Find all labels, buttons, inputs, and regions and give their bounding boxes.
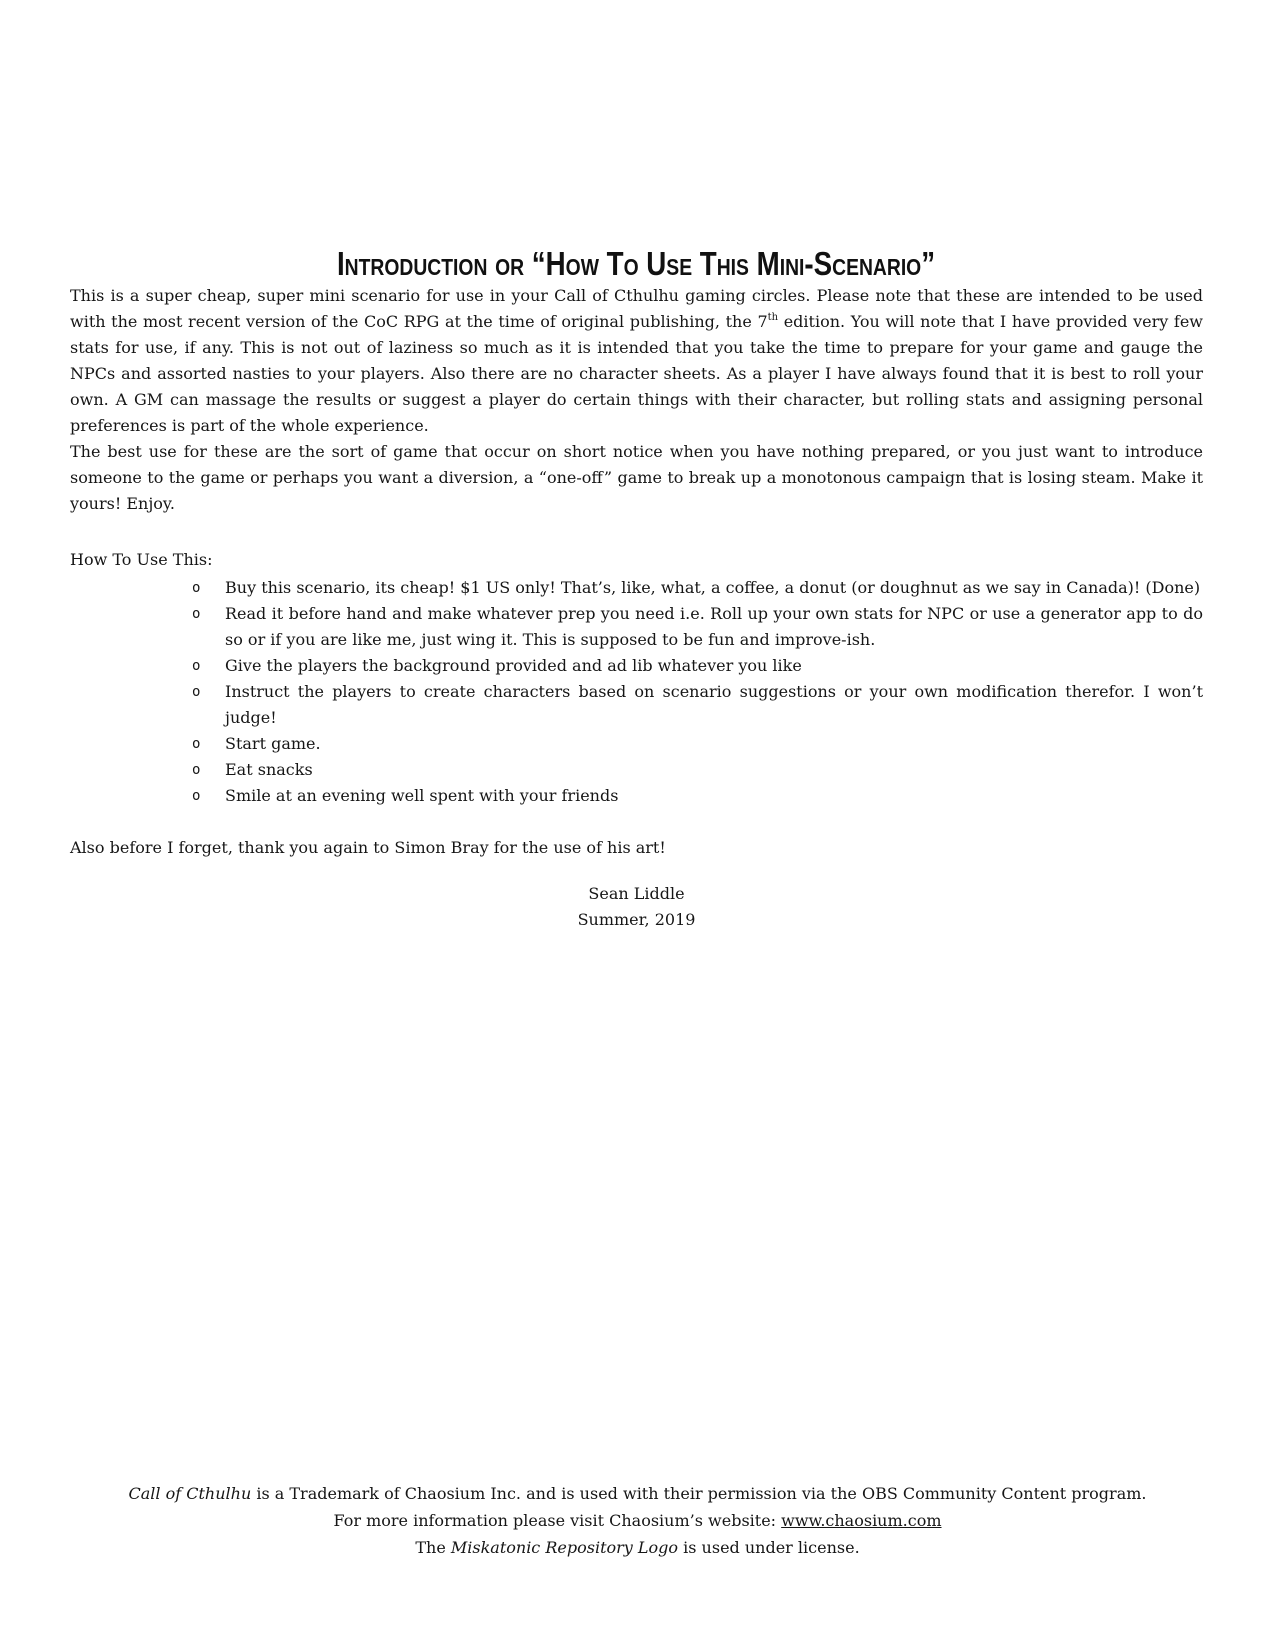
list-item-text: Smile at an evening well spent with your friends <box>225 786 619 805</box>
list-item <box>70 575 1203 601</box>
signature-name: Sean Liddle <box>588 884 685 903</box>
bullet-icon: o <box>192 606 201 622</box>
bullet-icon: o <box>192 788 201 804</box>
footer-trademark-line <box>0 1480 1275 1507</box>
how-to-heading: How To Use This: <box>70 550 213 569</box>
bullet-icon: o <box>192 580 201 596</box>
list-item-text: Eat snacks <box>225 760 313 779</box>
list-item <box>70 757 1203 783</box>
footer-license-before: The <box>415 1538 451 1557</box>
list-item-text: Give the players the background provided and ad lib whatever you like <box>225 656 802 675</box>
document-content <box>70 0 1203 933</box>
page-title-text: Introduction or “How To Use This Mini-Scenario” <box>337 245 936 282</box>
bullet-icon: o <box>192 762 201 778</box>
best-use-paragraph: The best use for these are the sort of game that occur on short notice when you have nothing prepared, or you just want to introduce someone to the game or perhaps you want a diversion, a “one-off” game to break up a monotonous campaign that is losing steam. Make it yours! Enjoy. <box>70 442 1203 513</box>
footer-license-line <box>0 1534 1275 1561</box>
bullet-icon: o <box>192 736 201 752</box>
signature-date: Summer, 2019 <box>577 910 696 929</box>
page-title <box>70 0 1203 283</box>
list-item <box>70 783 1203 809</box>
page-footer <box>0 1480 1275 1561</box>
intro-text-before: This is a super cheap, super mini scenario for use in your Call of Cthulhu gaming circles. Please note that these are intended to be used with the most recent version of the CoC RPG at the time of original publishing, the 7 <box>70 286 1203 331</box>
footer-trademark-italic: Call of Cthulhu <box>128 1484 252 1503</box>
footer-license-after: is used under license. <box>678 1538 860 1557</box>
list-item <box>70 731 1203 757</box>
bullet-icon: o <box>192 658 201 674</box>
footer-license-italic: Miskatonic Repository Logo <box>450 1538 679 1557</box>
list-item <box>70 601 1203 653</box>
list-item <box>70 679 1203 731</box>
intro-paragraph <box>70 283 1203 439</box>
closing-line: Also before I forget, thank you again to Simon Bray for the use of his art! <box>70 838 666 857</box>
list-item-text: Start game. <box>225 734 321 753</box>
chaosium-website-link[interactable]: www.chaosium.com <box>781 1511 942 1530</box>
list-item-text: Buy this scenario, its cheap! $1 US only! That’s, like, what, a coffee, a donut (or doughnut as we say in Canada)! (Done) <box>225 578 1201 597</box>
footer-website-line <box>0 1507 1275 1534</box>
list-item <box>70 653 1203 679</box>
signature-block <box>70 881 1203 933</box>
bullet-icon: o <box>192 684 201 700</box>
list-item-text: Read it before hand and make whatever prep you need i.e. Roll up your own stats for NPC or use a generator app to do so or if you are like me, just wing it. This is supposed to be fun and improve-ish. <box>225 604 1203 649</box>
footer-website-text: For more information please visit Chaosium’s website: <box>333 1511 782 1530</box>
how-to-list <box>70 575 1203 809</box>
list-item-text: Instruct the players to create characters based on scenario suggestions or your own modification therefor. I won’t judge! <box>225 682 1203 727</box>
footer-trademark-rest: is a Trademark of Chaosium Inc. and is used with their permission via the OBS Community Content program. <box>251 1484 1147 1503</box>
intro-text-after: edition. You will note that I have provided very few stats for use, if any. This is not out of laziness so much as it is intended that you take the time to prepare for your game and gauge the NPCs and assorted nasties to your players. Also there are no character sheets. As a player I have always found that it is best to roll your own. A GM can massage the results or suggest a player do certain things with their character, but rolling stats and assigning personal preferences is part of the whole experience. <box>70 312 1203 435</box>
ordinal-superscript: th <box>767 312 779 323</box>
